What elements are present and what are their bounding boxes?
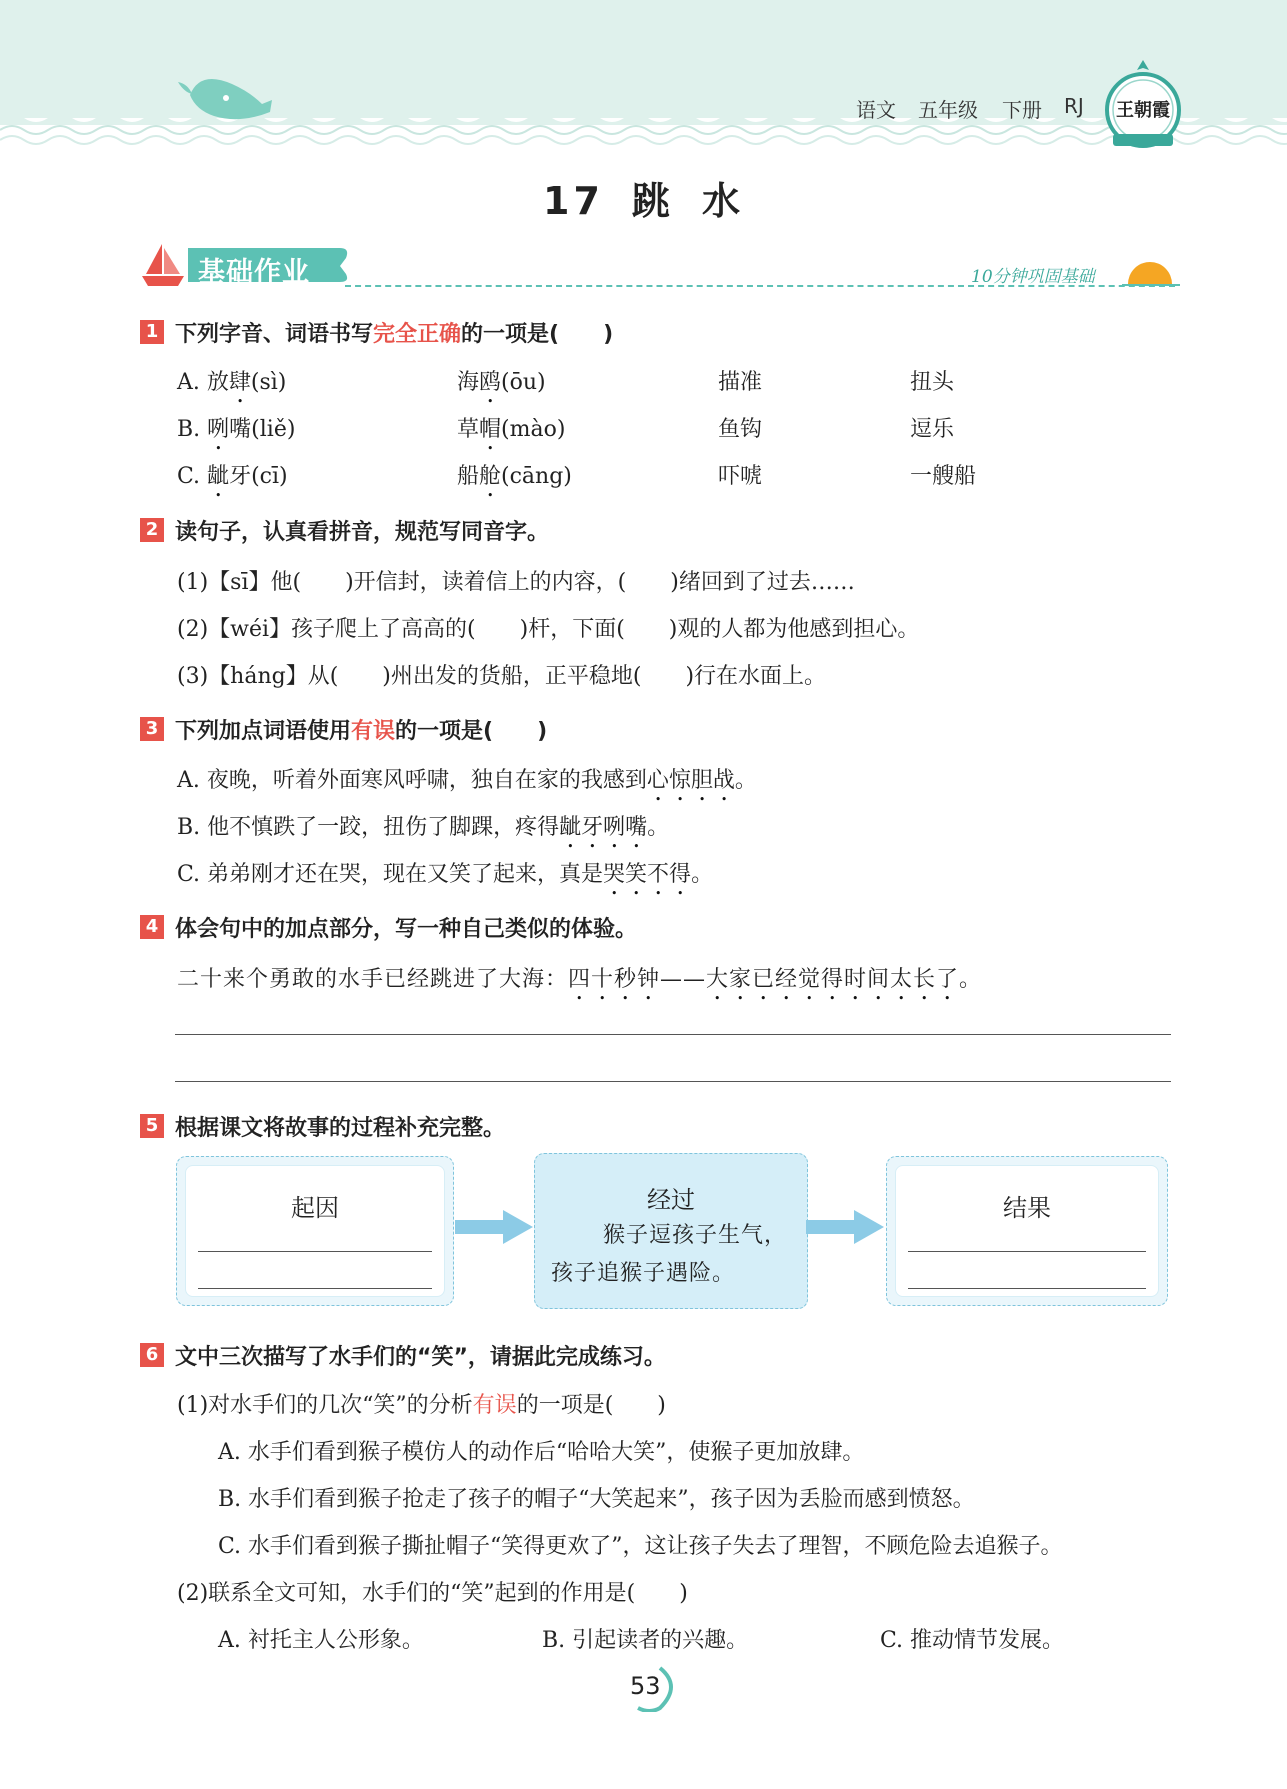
question-6-stem: 文中三次描写了水手们的“笑”，请据此完成练习。 [175,1345,666,1370]
question-number: 1 [140,320,164,344]
q2-line-3: (3)【háng】从( )州出发的货船，正平稳地( )行在水面上。 [177,664,827,689]
stem-text: 的一项是( ) [461,322,614,347]
brand-name: 王朝霞 [1116,100,1170,121]
question-1-stem [175,317,613,348]
process-label: 经过 [647,1186,695,1214]
q3-option-a: A. 夜晚，听着外面寒风呼啸，独自在家的我感到心惊胆战。 [177,768,757,793]
q4-sentence: 二十来个勇敢的水手已经跳进了大海：四十秒钟——大家已经觉得时间太长了。 [177,967,983,992]
question-2-stem: 读句子，认真看拼音，规范写同音字。 [175,520,550,545]
cause-answer-line[interactable] [198,1288,432,1289]
stem-text: 下列加点词语使用 [175,719,352,744]
header-subject: 语文 [856,98,896,122]
section-note: 10分钟巩固基础 [971,267,1095,287]
cause-box [176,1156,454,1306]
lesson-title-char2: 水 [701,179,744,223]
process-text-2: 孩子追猴子遇险。 [551,1261,736,1286]
stem-highlight: 完全正确 [373,322,462,347]
q2-line-1: (1)【sī】他( )开信封，读着信上的内容，( )绪回到了过去…… [177,570,855,595]
question-number: 3 [140,717,164,741]
option-b-word4: 逗乐 [910,417,955,442]
answer-line[interactable] [175,1081,1171,1082]
question-3-stem [175,714,547,745]
question-number: 4 [140,915,164,939]
option-a-word3: 描准 [718,370,763,395]
option-b-word3: 鱼钩 [718,417,763,442]
q6-sub1-option-c: C. 水手们看到猴子撕扯帽子“笑得更欢了”，这让孩子失去了理智，不顾危险去追猴子。 [218,1534,1063,1559]
sailboat-icon [142,244,184,286]
question-number: 5 [140,1114,164,1138]
lesson-title-char1: 跳 [631,179,674,223]
arrow-right-icon [455,1210,533,1244]
option-c-word2: 船舱(cāng) [457,464,572,489]
option-a-word4: 扭头 [910,370,955,395]
process-text-1: 猴子逗孩子生气， [603,1223,788,1248]
page-number: 53 [630,1672,661,1700]
question-number: 2 [140,518,164,542]
q3-option-b: B. 他不慎跌了一跤，扭伤了脚踝，疼得龇牙咧嘴。 [177,815,670,840]
answer-line[interactable] [175,1034,1171,1035]
q6-sub2-option-a: A. 衬托主人公形象。 [218,1628,424,1653]
q3-option-c: C. 弟弟刚才还在哭，现在又笑了起来，真是哭笑不得。 [177,862,714,887]
result-answer-line[interactable] [908,1251,1146,1252]
header-wave-band [0,0,1287,160]
stem-highlight: 有误 [351,719,396,744]
option-a-word2: 海鸥(ōu) [457,370,546,395]
header-volume: 下册 [1002,98,1042,122]
q6-sub2-option-c: C. 推动情节发展。 [880,1628,1065,1653]
process-box [534,1153,808,1309]
q6-sub1-option-a: A. 水手们看到猴子模仿人的动作后“哈哈大笑”，使猴子更加放肆。 [218,1440,865,1465]
stem-text: 下列字音、词语书写 [175,322,374,347]
header-grade: 五年级 [918,98,978,122]
sun-icon [1122,254,1180,288]
cause-label: 起因 [291,1194,339,1222]
brand-seal [1103,58,1183,154]
q6-sub1-option-b: B. 水手们看到猴子抢走了孩子的帽子“大笑起来”，孩子因为丢脸而感到愤怒。 [218,1487,975,1512]
option-c-word4: 一艘船 [910,464,977,489]
section-title: 基础作业 [198,257,310,288]
page-title [0,170,1287,225]
result-box [886,1156,1168,1306]
q2-line-2: (2)【wéi】孩子爬上了高高的( )杆，下面( )观的人都为他感到担心。 [177,617,920,642]
option-a-word1: A. 放肆(sì) [177,370,287,395]
arrow-right-icon [806,1210,884,1244]
question-number: 6 [140,1343,164,1367]
option-c-word1: C. 龇牙(cī) [177,464,288,489]
q6-sub2-option-b: B. 引起读者的兴趣。 [542,1628,749,1653]
lesson-number: 17 [543,179,604,223]
question-5-stem: 根据课文将故事的过程补充完整。 [175,1116,506,1141]
question-4-stem: 体会句中的加点部分，写一种自己类似的体验。 [175,917,638,942]
result-label: 结果 [1003,1194,1051,1222]
cause-answer-line[interactable] [198,1251,432,1252]
option-c-word3: 吓唬 [718,464,763,489]
option-b-word1: B. 咧嘴(liě) [177,417,296,442]
option-b-word2: 草帽(mào) [457,417,566,442]
stem-text: 的一项是( ) [395,719,548,744]
header-edition: RJ [1064,94,1084,118]
q6-sub2-stem: (2)联系全文可知，水手们的“笑”起到的作用是( ) [177,1581,688,1606]
result-answer-line[interactable] [908,1288,1146,1289]
q6-sub1-stem: (1)对水手们的几次“笑”的分析有误的一项是( ) [177,1393,666,1418]
